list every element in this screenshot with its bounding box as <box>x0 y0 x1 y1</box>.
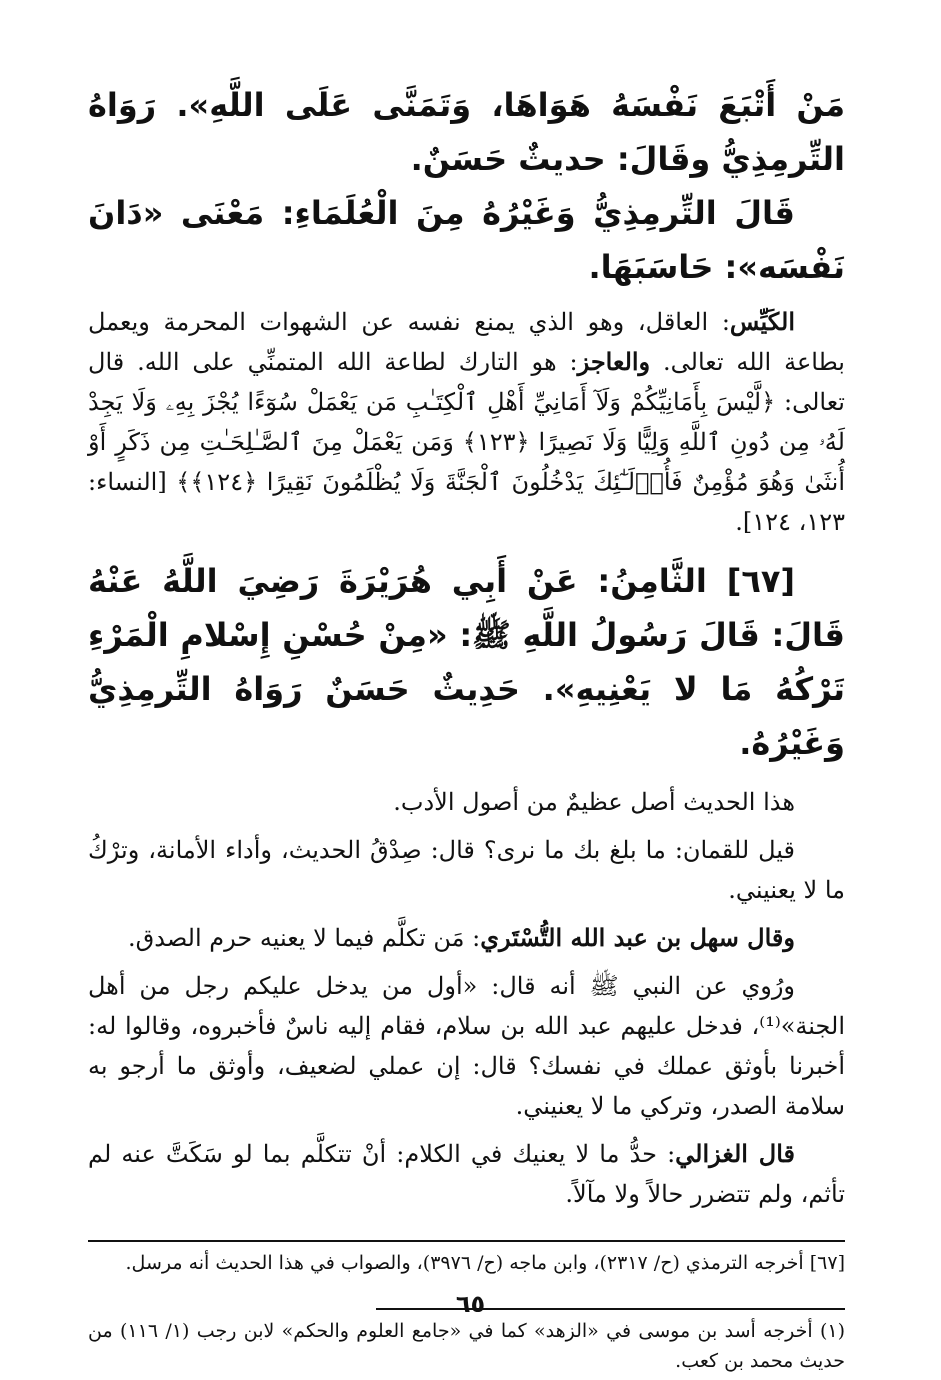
footnote-divider-top <box>88 1240 845 1242</box>
footnote-67: [٦٧] أخرجه الترمذي (ح/ ٢٣١٧)، وابن ماجه (ح/ ٣٩٧٦)، والصواب في هذا الحديث أنه مرسل. <box>125 1252 845 1274</box>
commentary-paragraph-kayyis <box>88 302 845 542</box>
definition-ajiz: : هو التارك لطاعة الله المتمنِّي على الله. قال تعالى: <box>88 348 845 416</box>
scholars-explanation: قَالَ التِّرمِذِيُّ وَغَيْرُهُ مِنَ الْعُلَمَاءِ: مَعْنَى «دَانَ نَفْسَه»: حَاسَبَهَا. <box>88 194 845 286</box>
term-kayyis: الكَيِّس <box>729 307 795 336</box>
footnote-1: (١) أخرجه أسد بن موسى في «الزهد» كما في «جامع العلوم والحكم» لابن رجب (١/ ١١٦) من حديث محمد بن كعب. <box>88 1320 845 1372</box>
quote-ghazali: : حدُّ ما لا يعنيك في الكلام: أنْ تتكلَّم بما لو سَكَتَّ عنه لم تأثم، ولم تتضرر حالاً ولا مآلاً. <box>88 1140 845 1208</box>
definition-kayyis: : العاقل، وهو الذي يمنع نفسه عن الشهوات المحرمة ويعمل بطاعة الله تعالى. <box>88 308 845 376</box>
quran-reference: [النساء: ١٢٣، ١٢٤]. <box>88 468 845 536</box>
hadith-continuation: مَنْ أَتْبَعَ نَفْسَهُ هَوَاهَا، وَتَمَنَّى عَلَى اللَّهِ». رَوَاهُ التِّرمِذِيُّ وقَالَ: حديثٌ حَسَنٌ. <box>88 86 845 178</box>
quran-verse: ﴿لَّيْسَ بِأَمَانِيِّكُمْ وَلَآ أَمَانِيِّ أَهْلِ ٱلْكِتَـٰبِ مَن يَعْمَلْ سُوٓءًا يُجْزَ بِهِۦ وَلَا يَجِدْ لَهُۥ مِن دُونِ ٱللَّهِ وَلِيًّا وَلَا نَصِيرًا ﴿١٢٣﴾ وَمَن يَعْمَلْ مِنَ ٱلصَّـٰلِحَـٰتِ مِن ذَكَرٍ أَوْ أُنثَىٰ وَهُوَ مُؤْمِنٌ فَأُو۟لَـٰٓئِكَ يَدْخُلُونَ ٱلْجَنَّةَ وَلَا يُظْلَمُونَ نَقِيرًا ﴿١٢٤﴾﴾ <box>88 388 845 496</box>
commentary-abdullah-bin-salam: ورُوي عن النبي ﷺ أنه قال: «أول من يدخل عليكم رجل من أهل الجنة»⁽¹⁾، فدخل عليهم عبد الله بن سلام، فقام إليه ناسٌ فأخبروه، وقالوا له: أخبرنا بأوثق عملك في نفسك؟ قال: إن عملي لضعيف، وأوثق ما أرجو به سلامة الصدر، وتركي ما لا يعنيني. <box>88 972 845 1120</box>
name-ghazali: قال الغزالي <box>675 1139 795 1168</box>
commentary-luqman: قيل للقمان: ما بلغ بك ما نرى؟ قال: صِدْقُ الحديث، وأداء الأمانة، وترْكُ ما لا يعنيني. <box>88 836 845 904</box>
page-number: ٦٥ <box>455 1290 486 1318</box>
term-ajiz: والعاجز <box>577 347 651 376</box>
commentary-sahl <box>88 918 845 958</box>
name-sahl: وقال سهل بن عبد الله التُّسْتَري <box>480 923 795 952</box>
hadith-67: [٦٧] الثَّامِنُ: عَنْ أَبِي هُرَيْرَةَ رَضِيَ اللَّهُ عَنْهُ قَالَ: قَالَ رَسُولُ اللَّهِ ﷺ: «مِنْ حُسْنِ إِسْلامِ الْمَرْءِ تَرْكُهُ مَا لا يَعْنِيهِ». حَدِيثٌ حَسَنٌ رَوَاهُ التِّرمِذِيُّ وَغَيْرُهُ. <box>88 562 845 762</box>
quote-sahl: : مَن تكلَّم فيما لا يعنيه حرم الصدق. <box>128 924 481 952</box>
commentary-ghazali <box>88 1134 845 1214</box>
commentary-adab: هذا الحديث أصل عظيمٌ من أصول الأدب. <box>393 788 795 816</box>
